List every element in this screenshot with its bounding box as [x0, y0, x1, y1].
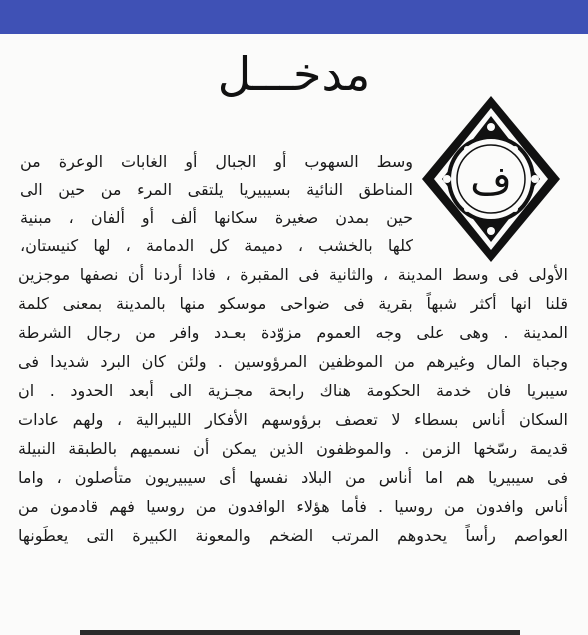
text-line: السكان أناس بسطاء لا تعصف برؤوسهم الأفكار الليبرالية ، ولهم عادات: [18, 410, 568, 429]
text-line: المدينة . وهى على وجه العموم مزوّدة بعـدد وافر من رجال الشرطة: [18, 323, 568, 342]
text-line: وسط السهوب أو الجبال أو الغابات الوعرة من: [20, 152, 413, 171]
chapter-heading: مدخـــل: [217, 47, 371, 101]
text-line: سيبريا فان خدمة الحكومة هناك رابحة مجـزية الى أبعد الحدود . ان: [18, 381, 568, 400]
text-line: الأولى فى وسط المدينة ، والثانية فى المقبرة ، فاذا أردنا أن نصفها موجزين: [18, 265, 568, 284]
text-line: فى سيبيريا هم اما أناس من البلاد نفسها أى سيبيريون متأصلون ، واما: [18, 468, 568, 487]
text-line: العواصم رأساً يحدوهم المرتب الضخم والمعونة الكبيرة التى يعطَونها: [18, 526, 568, 545]
drop-cap-letter: ف: [470, 158, 512, 204]
bottom-edge-strip: [80, 630, 520, 635]
body-paragraph: [18, 260, 568, 550]
text-line: المناطق النائية بسيبيريا يلتقى المرء من حين الى: [20, 180, 413, 199]
app-header-bar: [0, 0, 588, 34]
document-page: [0, 34, 588, 635]
text-line: وجباة المال وغيرهم من الموظفين المرؤوسين . ولئن كان البرد شديدا فى: [18, 352, 568, 371]
ornate-frame-icon: [420, 94, 562, 264]
intro-paragraph: [20, 148, 413, 260]
text-line: كلها بالخشب ، دميمة كل الدمامة ، لها كنيستان،: [20, 236, 413, 255]
text-line: حين بمدن صغيرة سكانها ألف أو ألفان ، مبنية: [20, 208, 413, 227]
text-line: قلنا انها أكثر شبهاً بقرية فى ضواحى موسكو منها بالمدينة بمعنى كلمة: [18, 294, 568, 313]
text-line: قديمة رسّخها الزمن . والموظفون الذين يمكن أن نسميهم بالطبقة النبيلة: [18, 439, 568, 458]
text-line: أناس وافدون من روسيا . فأما هؤلاء الوافدون من روسيا فهم قادمون من: [18, 497, 568, 516]
